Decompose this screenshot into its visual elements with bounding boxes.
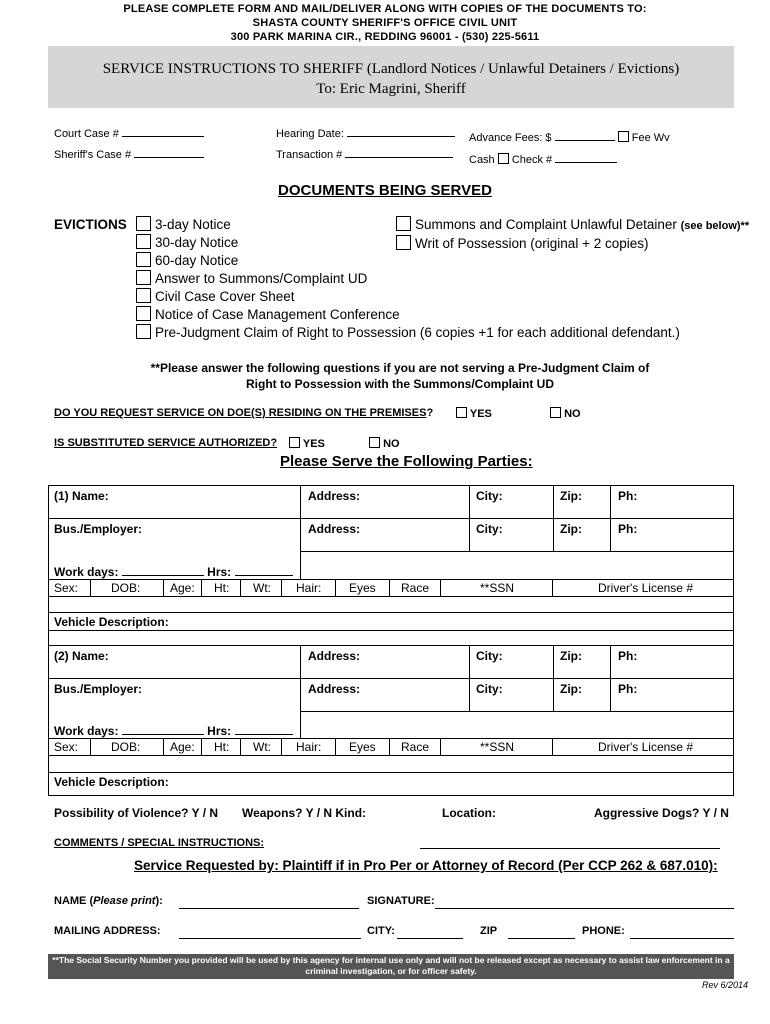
summons-item[interactable] <box>396 216 749 235</box>
parties-title: Please Serve the Following Parties: <box>280 453 533 470</box>
doe-yes-option[interactable] <box>456 407 492 420</box>
party2-bus-zip-label: Zip: <box>560 682 582 696</box>
party1-vehicle-label: Vehicle Description: <box>54 615 169 629</box>
party2-age-label: Age: <box>170 740 195 754</box>
note-line-2: Right to Possession with the Summons/Complaint UD <box>245 377 554 391</box>
summons-checkbox[interactable] <box>396 216 411 231</box>
party1-bus-ph-label: Ph: <box>618 522 638 536</box>
doe-no-checkbox[interactable] <box>550 407 561 418</box>
doe-yes-checkbox[interactable] <box>456 407 467 418</box>
check-line[interactable] <box>555 151 617 163</box>
party2-ssn-label: **SSN <box>480 740 515 754</box>
advance-fees-label: Advance Fees: $ <box>469 132 552 144</box>
party1-age-label: Age: <box>170 581 195 595</box>
sheriff-name: To: Eric Magrini, Sheriff <box>316 81 466 97</box>
header-line-2: SHASTA COUNTY SHERIFF'S OFFICE CIVIL UNIT <box>252 17 518 29</box>
party1-ph-label: Ph: <box>618 489 638 503</box>
disclaimer-line-1: **The Social Security Number you provided will be used by this agency for internal use only and will not be released except as necessary to assist law enforcement in a <box>52 955 730 965</box>
doe-yes-label: YES <box>469 408 492 420</box>
summons-label: Summons and Complaint Unlawful Detainer <box>415 217 677 232</box>
party2-bus-city-label: City: <box>476 682 503 696</box>
eviction-item[interactable] <box>136 252 680 270</box>
party1-zip-label: Zip: <box>560 489 582 503</box>
party1-hrs-line[interactable] <box>235 564 293 576</box>
eviction-item-label: 60-day Notice <box>155 253 239 268</box>
party1-city-label: City: <box>476 489 503 503</box>
party1-bus-zip-label: Zip: <box>560 522 582 536</box>
eviction-checkbox[interactable] <box>136 324 151 339</box>
substituted-no-checkbox[interactable] <box>369 437 380 448</box>
party1-bus-city-label: City: <box>476 522 503 536</box>
party1-hrs-label: Hrs: <box>207 565 232 579</box>
eviction-item[interactable] <box>136 288 680 306</box>
cash-label: Cash <box>469 154 495 166</box>
party1-bus-address-label: Address: <box>308 522 361 536</box>
note-line-1: **Please answer the following questions if you are not serving a Pre-Judgment Claim of <box>150 361 650 375</box>
eviction-item-label: Civil Case Cover Sheet <box>155 289 295 304</box>
substituted-yes-checkbox[interactable] <box>289 437 300 448</box>
title-banner <box>48 46 734 108</box>
evictions-list-right <box>396 216 749 253</box>
doe-question <box>54 407 433 419</box>
transaction-line[interactable] <box>345 146 453 158</box>
party1-ht-label: Ht: <box>214 581 230 595</box>
hearing-date-line[interactable] <box>347 125 455 137</box>
eviction-item-label: 30-day Notice <box>155 235 239 250</box>
eviction-item[interactable] <box>136 270 680 288</box>
evictions-label: EVICTIONS <box>54 217 127 232</box>
eviction-checkbox[interactable] <box>136 270 151 285</box>
party1-workdays <box>54 564 293 579</box>
advance-fees-line[interactable] <box>555 129 615 141</box>
cash-checkbox[interactable] <box>498 153 509 164</box>
party2-bus-label: Bus./Employer: <box>54 682 143 696</box>
party2-workdays <box>54 723 293 738</box>
zip-label: ZIP <box>480 925 498 937</box>
eviction-checkbox[interactable] <box>136 288 151 303</box>
party2-ph-label: Ph: <box>618 649 638 663</box>
phone-label: PHONE: <box>582 925 625 937</box>
header-line-1: PLEASE COMPLETE FORM AND MAIL/DELIVER ALONG WITH COPIES OF THE DOCUMENTS TO: <box>123 3 647 15</box>
party2-sex-label: Sex: <box>54 740 79 754</box>
name-label-b: Please print <box>93 895 156 907</box>
sheriffs-case-line[interactable] <box>134 146 204 158</box>
party2-workdays-label: Work days: <box>54 724 119 738</box>
party2-name-label: (2) Name: <box>54 649 109 663</box>
name-line[interactable] <box>179 908 359 909</box>
disclaimer-line-2: criminal investigation, or for officer safety. <box>305 966 477 976</box>
fee-wv-label: Fee Wv <box>631 132 670 144</box>
signature-line[interactable] <box>435 908 734 909</box>
signature-label: SIGNATURE: <box>367 895 435 907</box>
party2-vehicle-label: Vehicle Description: <box>54 775 169 789</box>
header-line-3: 300 PARK MARINA CIR., REDDING 96001 - (530) 225-5611 <box>230 31 540 43</box>
transaction-label: Transaction # <box>276 149 343 161</box>
party2-race-label: Race <box>401 740 430 754</box>
doe-no-label: NO <box>564 408 581 420</box>
party2-workdays-line[interactable] <box>122 723 204 735</box>
transaction-field[interactable] <box>276 146 453 161</box>
party2-hair-label: Hair: <box>296 740 322 754</box>
zip-line[interactable] <box>508 938 575 939</box>
party2-hrs-line[interactable] <box>235 723 293 735</box>
hearing-date-field[interactable] <box>276 125 455 140</box>
party2-wt-label: Wt: <box>253 740 271 754</box>
party1-workdays-label: Work days: <box>54 565 119 579</box>
court-case-line[interactable] <box>122 125 204 137</box>
substituted-no-option[interactable] <box>369 437 400 450</box>
eviction-item-label: Pre-Judgment Claim of Right to Possession (6 copies +1 for each additional defendant.) <box>155 325 680 340</box>
party1-sex-label: Sex: <box>54 581 79 595</box>
weapons-question: Weapons? Y / N Kind: <box>242 806 367 820</box>
eviction-item-label: 3-day Notice <box>155 217 231 232</box>
substituted-no-label: NO <box>383 438 400 450</box>
sheriffs-case-label: Sheriff's Case # <box>54 149 132 161</box>
sheriffs-case-field[interactable] <box>54 146 204 161</box>
summons-note: (see below)** <box>680 220 750 232</box>
ssn-disclaimer <box>48 954 734 979</box>
requested-title: Service Requested by: Plaintiff if in Pro Per or Attorney of Record (Per CCP 262 & 687.010): <box>134 858 718 873</box>
writ-item[interactable] <box>396 235 749 253</box>
eviction-item-label: Notice of Case Management Conference <box>155 307 400 322</box>
party1-dob-label: DOB: <box>111 581 141 595</box>
eviction-checkbox[interactable] <box>136 252 151 267</box>
party1-wt-label: Wt: <box>253 581 271 595</box>
party1-ssn-label: **SSN <box>480 581 515 595</box>
party1-workdays-line[interactable] <box>122 564 204 576</box>
eviction-checkbox[interactable] <box>136 234 151 249</box>
eviction-checkbox[interactable] <box>136 216 151 231</box>
fee-wv-checkbox[interactable] <box>618 131 629 142</box>
documents-title: DOCUMENTS BEING SERVED <box>278 182 492 199</box>
revision-label: Rev 6/2014 <box>701 980 748 990</box>
party2-bus-ph-label: Ph: <box>618 682 638 696</box>
writ-label: Writ of Possession (original + 2 copies) <box>415 236 649 251</box>
doe-question-mark: ? <box>426 407 434 419</box>
party1-hair-label: Hair: <box>296 581 322 595</box>
form-title: SERVICE INSTRUCTIONS TO SHERIFF (Landlord Notices / Unlawful Detainers / Evictions) <box>102 61 680 77</box>
party1-address-label: Address: <box>308 489 361 503</box>
court-case-label: Court Case # <box>54 128 119 140</box>
party1-name-label: (1) Name: <box>54 489 109 503</box>
city-line[interactable] <box>397 938 463 939</box>
eviction-item-label: Answer to Summons/Complaint UD <box>155 271 368 286</box>
name-label-a: NAME ( <box>54 895 94 907</box>
eviction-item[interactable] <box>136 306 680 324</box>
party2-dl-label: Driver's License # <box>598 740 693 754</box>
writ-checkbox[interactable] <box>396 235 411 250</box>
violence-question: Possibility of Violence? Y / N <box>54 806 219 820</box>
mailing-address-label: MAILING ADDRESS: <box>54 925 161 937</box>
party2-eyes-label: Eyes <box>349 740 376 754</box>
party1-eyes-label: Eyes <box>349 581 376 595</box>
eviction-checkbox[interactable] <box>136 306 151 321</box>
party1-dl-label: Driver's License # <box>598 581 693 595</box>
dogs-question: Aggressive Dogs? Y / N <box>594 806 729 820</box>
doe-question-label: DO YOU REQUEST SERVICE ON DOE(S) RESIDING ON THE PREMISES <box>54 407 427 419</box>
party2-bus-address-label: Address: <box>308 682 361 696</box>
party2-dob-label: DOB: <box>111 740 141 754</box>
comments-label: COMMENTS / SPECIAL INSTRUCTIONS: <box>54 837 265 849</box>
party2-zip-label: Zip: <box>560 649 582 663</box>
party2-address-label: Address: <box>308 649 361 663</box>
party1-bus-label: Bus./Employer: <box>54 522 143 536</box>
phone-line[interactable] <box>630 938 734 939</box>
hearing-date-label: Hearing Date: <box>276 128 344 140</box>
city-label: CITY: <box>367 925 395 937</box>
check-label: Check # <box>511 154 553 166</box>
court-case-field[interactable] <box>54 125 204 140</box>
party2-ht-label: Ht: <box>214 740 230 754</box>
advance-fees-field[interactable] <box>469 129 670 144</box>
party2-hrs-label: Hrs: <box>207 724 232 738</box>
substituted-question <box>54 437 277 449</box>
comments-line[interactable] <box>420 848 720 849</box>
substituted-yes-label: YES <box>302 438 325 450</box>
substituted-question-label: IS SUBSTITUTED SERVICE AUTHORIZED? <box>54 437 278 449</box>
mailing-address-line[interactable] <box>179 938 361 939</box>
party1-race-label: Race <box>401 581 430 595</box>
location-label: Location: <box>442 806 496 820</box>
payment-field[interactable] <box>469 151 617 166</box>
party2-city-label: City: <box>476 649 503 663</box>
doe-no-option[interactable] <box>550 407 581 420</box>
eviction-item[interactable] <box>136 324 680 342</box>
name-label-c: ): <box>155 895 163 907</box>
substituted-yes-option[interactable] <box>289 437 325 450</box>
name-print-label <box>54 895 163 907</box>
